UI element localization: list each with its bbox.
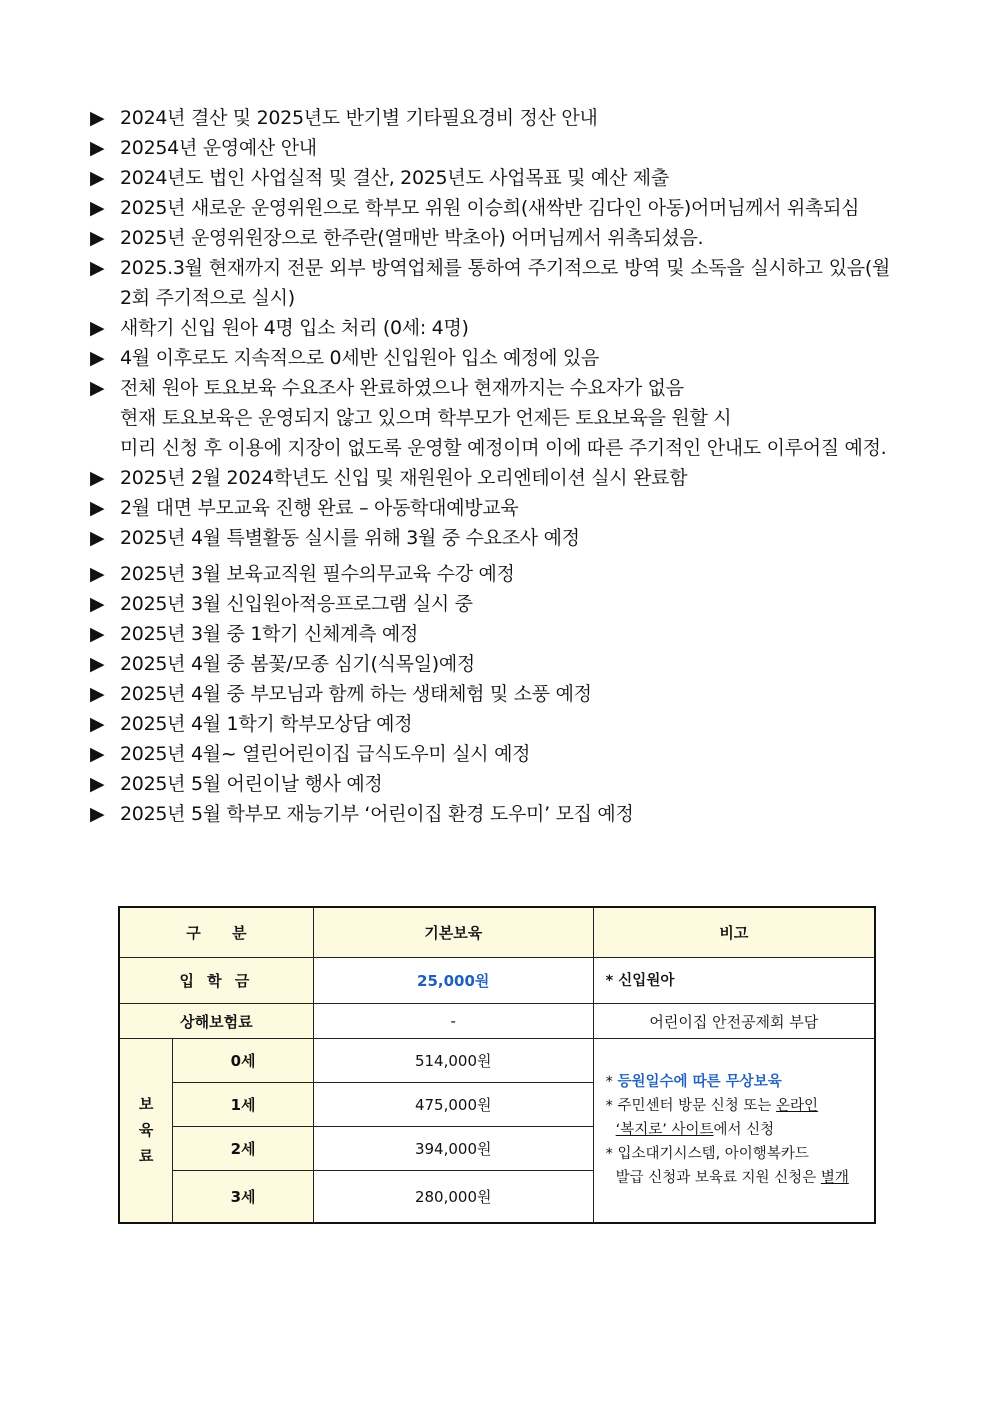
header-category: 구 분 bbox=[119, 907, 313, 958]
amount-cell: 280,000원 bbox=[313, 1171, 593, 1223]
triangle-bullet-icon: ▶ bbox=[90, 377, 105, 399]
triangle-bullet-icon: ▶ bbox=[90, 167, 105, 189]
insurance-value: - bbox=[313, 1004, 593, 1039]
list-item: ▶ 2024년 결산 및 2025년도 반기별 기타필요경비 정산 안내 bbox=[90, 103, 890, 133]
saturday-detail-2: 미리 신청 후 이용에 지장이 없도록 운영할 예정이며 이에 따른 주기적인 안내도 이루어질 예정. bbox=[120, 437, 887, 459]
triangle-bullet-icon: ▶ bbox=[90, 197, 105, 219]
triangle-bullet-icon: ▶ bbox=[90, 683, 105, 705]
list-item: ▶ 2024년도 법인 사업실적 및 결산, 2025년도 사업목표 및 예산 제출 bbox=[90, 163, 890, 193]
list-item: ▶ 2025년 운영위원장으로 한주란(열매반 박초아) 어머님께서 위촉되셨음. bbox=[90, 223, 890, 253]
notice-list bbox=[90, 103, 890, 829]
triangle-bullet-icon: ▶ bbox=[90, 593, 105, 615]
care-fee-note bbox=[593, 1039, 875, 1223]
age-cell: 0세 bbox=[173, 1039, 313, 1083]
note-line-3: ‘복지로’ 사이트에서 신청 bbox=[615, 1122, 775, 1139]
list-item: ▶ 2025년 4월 1학기 학부모상담 예정 bbox=[90, 709, 890, 739]
note-line-5: 발급 신청과 보육료 지원 신청은 별개 bbox=[615, 1170, 849, 1187]
note-line-2: * 주민센터 방문 신청 또는 온라인 bbox=[605, 1098, 819, 1115]
triangle-bullet-icon: ▶ bbox=[90, 743, 105, 765]
table-row bbox=[119, 1004, 875, 1039]
triangle-bullet-icon: ▶ bbox=[90, 623, 105, 645]
list-item: ▶ 2025년 5월 학부모 재능기부 ‘어린이집 환경 도우미’ 모집 예정 bbox=[90, 799, 890, 829]
triangle-bullet-icon: ▶ bbox=[90, 773, 105, 795]
triangle-bullet-icon: ▶ bbox=[90, 317, 105, 339]
care-fee-label-text: 보육료 bbox=[138, 1095, 154, 1166]
age-cell: 1세 bbox=[173, 1083, 313, 1127]
list-item: ▶ 2025년 4월 중 봄꽃/모종 심기(식목일)예정 bbox=[90, 649, 890, 679]
list-item: ▶ 2025년 새로운 운영위원으로 학부모 위원 이승희(새싹반 김다인 아동)어머님께서 위촉되심 bbox=[90, 193, 890, 223]
note-line-4: * 입소대기시스템, 아이행복카드 bbox=[605, 1146, 809, 1163]
insurance-note: 어린이집 안전공제회 부담 bbox=[593, 1004, 875, 1039]
admission-label: 입 학 금 bbox=[119, 958, 313, 1004]
list-item: ▶ 2025년 4월~ 열린어린이집 급식도우미 실시 예정 bbox=[90, 739, 890, 769]
list-item: ▶ 2025년 4월 중 부모님과 함께 하는 생태체험 및 소풍 예정 bbox=[90, 679, 890, 709]
list-item: ▶ 2025년 4월 특별활동 실시를 위해 3월 중 수요조사 예정 bbox=[90, 523, 890, 553]
list-item: ▶ 2025.3월 현재까지 전문 외부 방역업체를 통하여 주기적으로 방역 및 소독을 실시하고 있음(월2회 주기적으로 실시) bbox=[90, 253, 890, 313]
header-basic-care: 기본보육 bbox=[313, 907, 593, 958]
amount-cell: 394,000원 bbox=[313, 1127, 593, 1171]
triangle-bullet-icon: ▶ bbox=[90, 653, 105, 675]
age-cell: 3세 bbox=[173, 1171, 313, 1223]
table-row bbox=[119, 958, 875, 1004]
list-item: ▶ 2월 대면 부모교육 진행 완료 – 아동학대예방교육 bbox=[90, 493, 890, 523]
triangle-bullet-icon: ▶ bbox=[90, 137, 105, 159]
triangle-bullet-icon: ▶ bbox=[90, 347, 105, 369]
header-remarks: 비고 bbox=[593, 907, 875, 958]
triangle-bullet-icon: ▶ bbox=[90, 563, 105, 585]
insurance-label: 상해보험료 bbox=[119, 1004, 313, 1039]
triangle-bullet-icon: ▶ bbox=[90, 713, 105, 735]
list-item: ▶ 2025년 3월 중 1학기 신체계측 예정 bbox=[90, 619, 890, 649]
amount-cell: 514,000원 bbox=[313, 1039, 593, 1083]
care-fee-label bbox=[119, 1039, 173, 1223]
list-item: ▶ 2025년 3월 보육교직원 필수의무교육 수강 예정 bbox=[90, 559, 890, 589]
fee-table bbox=[118, 906, 876, 1224]
triangle-bullet-icon: ▶ bbox=[90, 467, 105, 489]
list-item: ▶ 20254년 운영예산 안내 bbox=[90, 133, 890, 163]
list-item: ▶ 새학기 신입 원아 4명 입소 처리 (0세: 4명) bbox=[90, 313, 890, 343]
triangle-bullet-icon: ▶ bbox=[90, 107, 105, 129]
admission-note: * 신입원아 bbox=[593, 958, 875, 1004]
triangle-bullet-icon: ▶ bbox=[90, 497, 105, 519]
list-item: ▶ 2025년 2월 2024학년도 신입 및 재원원아 오리엔테이션 실시 완료함 bbox=[90, 463, 890, 493]
note-line-1: * 등원일수에 따른 무상보육 bbox=[605, 1074, 782, 1091]
triangle-bullet-icon: ▶ bbox=[90, 527, 105, 549]
list-item: ▶ 2025년 3월 신입원아적응프로그램 실시 중 bbox=[90, 589, 890, 619]
list-item: ▶ 4월 이후로도 지속적으로 0세반 신입원아 입소 예정에 있음 bbox=[90, 343, 890, 373]
triangle-bullet-icon: ▶ bbox=[90, 257, 105, 279]
table-row bbox=[119, 1039, 875, 1083]
table-header-row bbox=[119, 907, 875, 958]
triangle-bullet-icon: ▶ bbox=[90, 227, 105, 249]
saturday-detail-1: 현재 토요보육은 운영되지 않고 있으며 학부모가 언제든 토요보육을 원할 시 bbox=[120, 407, 732, 429]
list-item: ▶ 전체 원아 토요보육 수요조사 완료하였으나 현재까지는 수요자가 없음 현재 토요보육은 운영되지 않고 있으며 학부모가 언제든 토요보육을 원할 시 미리 신청 후 이용에 지장이 없도록 운영할 예정이며 이에 따른 주기적인 안내도 이루어질 예정. bbox=[90, 373, 890, 463]
admission-value: 25,000원 bbox=[313, 958, 593, 1004]
list-item: ▶ 2025년 5월 어린이날 행사 예정 bbox=[90, 769, 890, 799]
triangle-bullet-icon: ▶ bbox=[90, 803, 105, 825]
amount-cell: 475,000원 bbox=[313, 1083, 593, 1127]
age-cell: 2세 bbox=[173, 1127, 313, 1171]
